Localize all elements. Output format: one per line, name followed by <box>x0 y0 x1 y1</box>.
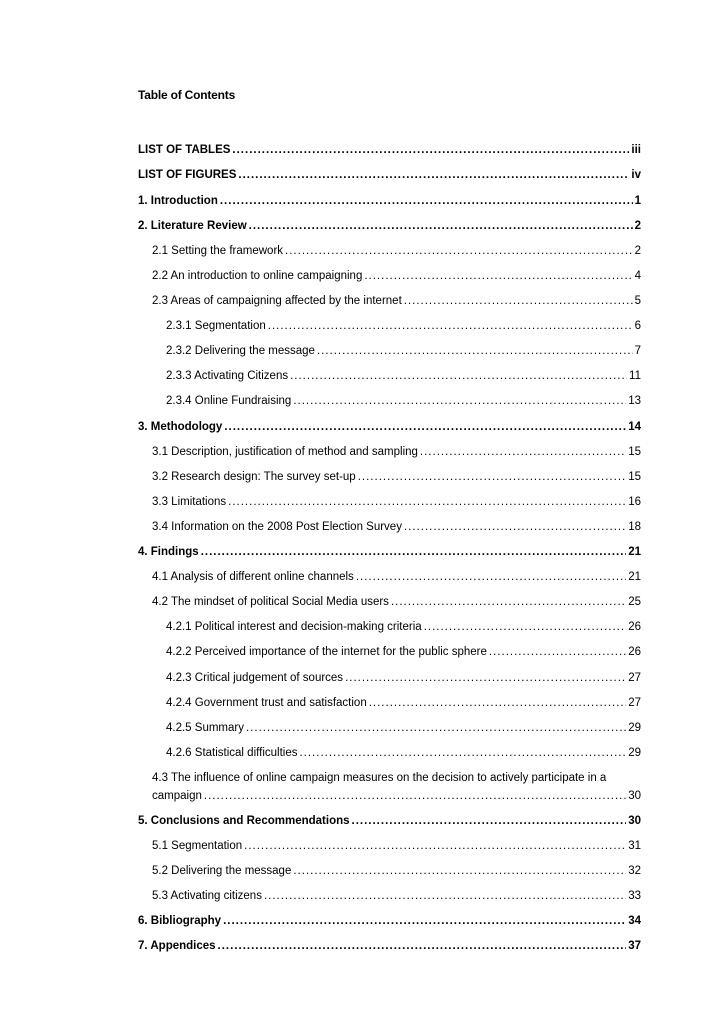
toc-entry-label: 2.3.2 Delivering the message <box>166 345 315 357</box>
toc-entry-3-3[interactable] <box>152 495 641 509</box>
toc-entry-label: 6. Bibliography <box>138 915 222 927</box>
toc-entry-label: 2. Literature Review <box>138 220 247 232</box>
toc-entry-label: 5. Conclusions and Recommendations <box>138 815 350 827</box>
toc-entry-page: iv <box>631 169 641 181</box>
toc-entry-label: 4.2.5 Summary <box>166 722 244 734</box>
toc-entry-3-1[interactable] <box>152 445 641 459</box>
toc-entry-label: 4.1 Analysis of different online channels <box>152 571 354 583</box>
toc-entry-4-2-3[interactable] <box>166 671 641 685</box>
toc-entry-label: 5.2 Delivering the message <box>152 865 292 877</box>
toc-entry-4-2-2[interactable] <box>166 645 641 659</box>
toc-entry-appendices[interactable] <box>138 939 641 953</box>
toc-entry-label: 3.2 Research design: The survey set-up <box>152 471 356 483</box>
toc-entry-label: 4. Findings <box>138 546 199 558</box>
toc-entry-conclusions[interactable] <box>138 814 641 828</box>
toc-entry-label: 2.3.1 Segmentation <box>166 320 266 332</box>
toc-entry-2-1[interactable] <box>152 244 641 258</box>
toc-entry-page: 14 <box>628 421 641 433</box>
toc-entry-page: 21 <box>628 571 641 583</box>
toc-entry-page: 34 <box>628 915 641 927</box>
toc-entry-2-3-3[interactable] <box>166 369 641 383</box>
toc-entry-3-2[interactable] <box>152 470 641 484</box>
toc-entry-page: 26 <box>628 621 641 633</box>
toc-entry-4-2[interactable] <box>152 595 641 609</box>
toc-entry-page: 16 <box>628 496 641 508</box>
toc-entry-4-3[interactable] <box>152 789 641 803</box>
toc-entry-5-3[interactable] <box>152 889 641 903</box>
toc-entry-page: 33 <box>628 890 641 902</box>
toc-entry-label: 4.2.1 Political interest and decision-making criteria <box>166 621 422 633</box>
toc-entry-label: 4.2.3 Critical judgement of sources <box>166 672 344 684</box>
toc-entry-4-2-1[interactable] <box>166 620 641 634</box>
toc-entry-label: 7. Appendices <box>138 940 216 952</box>
toc-entry-page: 5 <box>634 295 641 307</box>
toc-entry-page: 13 <box>628 395 641 407</box>
toc-title: Table of Contents <box>138 88 236 102</box>
toc-entry-2-3-4[interactable] <box>166 394 641 408</box>
toc-entry-page: 31 <box>628 840 641 852</box>
toc-entry-page: 15 <box>628 471 641 483</box>
toc-entry-5-2[interactable] <box>152 864 641 878</box>
toc-entry-4-1[interactable] <box>152 570 641 584</box>
toc-entry-page: 4 <box>634 270 641 282</box>
toc-entry-list-of-tables[interactable] <box>138 143 641 157</box>
toc-entry-label: 2.3.4 Online Fundraising <box>166 395 292 407</box>
toc-entry-4-2-4[interactable] <box>166 696 641 710</box>
toc-entry-list-of-figures[interactable] <box>138 168 641 182</box>
toc-entry-literature-review[interactable] <box>138 219 641 233</box>
toc-entry-2-3[interactable] <box>152 294 641 308</box>
toc-entry-page: 30 <box>628 790 641 802</box>
toc-entry-bibliography[interactable] <box>138 914 641 928</box>
toc-entry-2-2[interactable] <box>152 269 641 283</box>
toc-entry-label: 4.2.2 Perceived importance of the internet for the public sphere <box>166 646 487 658</box>
toc-entry-page: 21 <box>628 546 641 558</box>
toc-entry-page: 1 <box>634 195 641 207</box>
toc-entry-page: 26 <box>628 646 641 658</box>
toc-entry-label: LIST OF TABLES <box>138 144 231 156</box>
toc-entry-label: 3.1 Description, justification of method and sampling <box>152 446 418 458</box>
toc-entry-page: 7 <box>634 345 641 357</box>
toc-entry-page: iii <box>631 144 641 156</box>
toc-entry-page: 27 <box>628 697 641 709</box>
toc-entry-page: 30 <box>628 815 641 827</box>
toc-entry-page: 27 <box>628 672 641 684</box>
toc-entry-introduction[interactable] <box>138 194 641 208</box>
toc-entry-label: campaign <box>152 790 202 802</box>
toc-entry-page: 29 <box>628 722 641 734</box>
toc-entry-3-4[interactable] <box>152 520 641 534</box>
toc-entry-page: 11 <box>629 370 641 382</box>
toc-entry-label: 1. Introduction <box>138 195 218 207</box>
toc-entry-page: 2 <box>634 245 641 257</box>
toc-entry-page: 15 <box>628 446 641 458</box>
toc-entry-page: 32 <box>628 865 641 877</box>
toc-entry-label: LIST OF FIGURES <box>138 169 237 181</box>
toc-entry-label: 5.3 Activating citizens <box>152 890 262 902</box>
toc-entry-2-3-2[interactable] <box>166 344 641 358</box>
toc-entry-label: 3.4 Information on the 2008 Post Election Survey <box>152 521 402 533</box>
toc-entry-page: 18 <box>628 521 641 533</box>
toc-entry-label: 2.3 Areas of campaigning affected by the internet <box>152 295 402 307</box>
toc-entry-4-2-5[interactable] <box>166 721 641 735</box>
toc-entry-label: 4.2.4 Government trust and satisfaction <box>166 697 367 709</box>
toc-entry-label: 2.2 An introduction to online campaigning <box>152 270 363 282</box>
toc-entry-methodology[interactable] <box>138 420 641 434</box>
toc-entry-page: 37 <box>628 940 641 952</box>
toc-entry-page: 25 <box>628 596 641 608</box>
toc-entry-4-3-line1[interactable]: 4.3 The influence of online campaign measures on the decision to actively participate in a <box>152 772 607 784</box>
toc-entry-4-2-6[interactable] <box>166 746 641 760</box>
toc-entry-label: 3. Methodology <box>138 421 223 433</box>
toc-entry-label: 3.3 Limitations <box>152 496 227 508</box>
toc-entry-label: 5.1 Segmentation <box>152 840 243 852</box>
toc-entry-2-3-1[interactable] <box>166 319 641 333</box>
toc-entry-5-1[interactable] <box>152 839 641 853</box>
toc-entry-findings[interactable] <box>138 545 641 559</box>
toc-entry-page: 29 <box>628 747 641 759</box>
toc-entry-label: 4.2 The mindset of political Social Media users <box>152 596 389 608</box>
toc-entry-page: 6 <box>634 320 641 332</box>
toc-entry-page: 2 <box>634 220 641 232</box>
toc-entry-label: 2.1 Setting the framework <box>152 245 284 257</box>
toc-entry-label: 2.3.3 Activating Citizens <box>166 370 289 382</box>
toc-entry-label: 4.2.6 Statistical difficulties <box>166 747 298 759</box>
